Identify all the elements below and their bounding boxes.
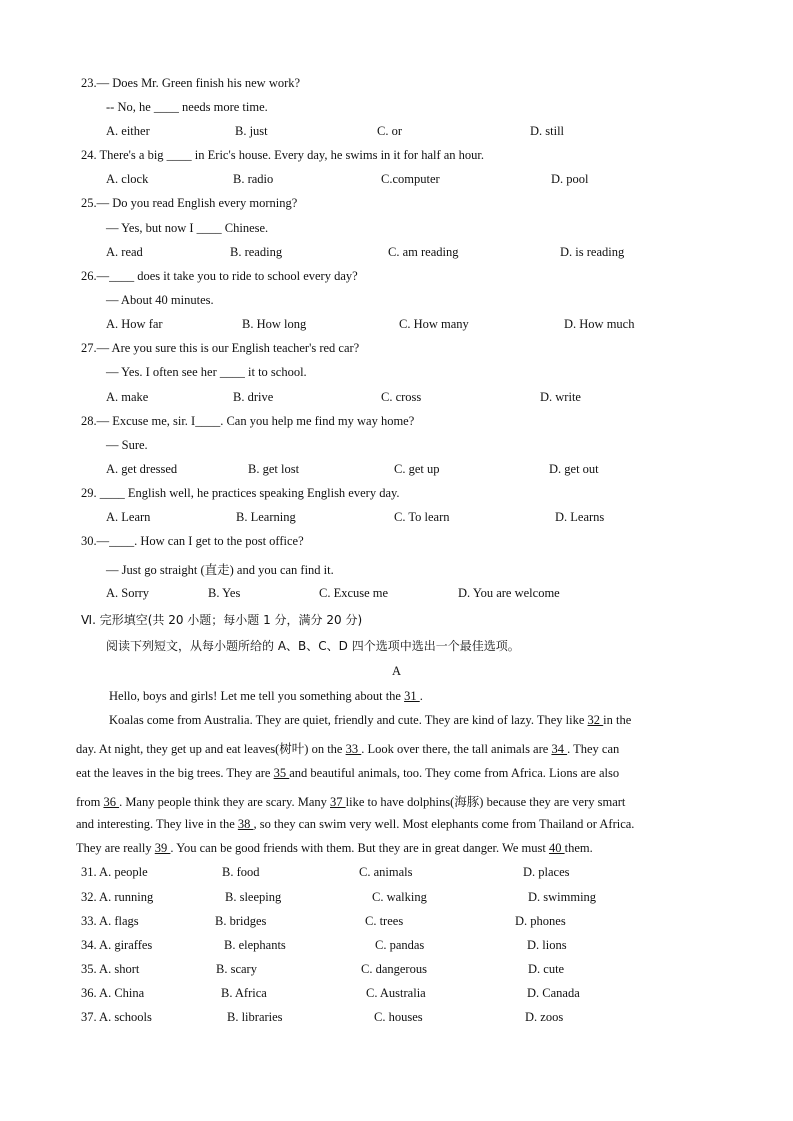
question-24-option-d: D. pool — [551, 172, 589, 186]
question-36-option-c: C. Australia — [366, 986, 426, 1000]
question-25-option-b: B. reading — [230, 245, 283, 259]
question-37-option-d: D. zoos — [525, 1010, 564, 1024]
question-30-option-c: C. Excuse me — [319, 586, 389, 600]
question-30-option-a: A. Sorry — [106, 586, 150, 600]
passage-line-1 — [109, 689, 423, 704]
question-34-option-c: C. pandas — [375, 938, 425, 952]
question-26-option-c: C. How many — [399, 317, 469, 331]
passage-text: . They can — [567, 742, 620, 756]
question-28-stem: 28.— Excuse me, sir. I____. Can you help me find my way home? — [81, 414, 415, 428]
blank-38: 38 — [237, 817, 254, 831]
question-36-option-b: B. Africa — [221, 986, 267, 1000]
question-34-option-d: D. lions — [527, 938, 567, 952]
question-26-option-d: D. How much — [564, 317, 635, 331]
question-28-option-a: A. get dressed — [106, 462, 178, 476]
question-32-option-a: 32. A. running — [81, 890, 154, 904]
passage-line-3 — [76, 739, 619, 757]
question-29-option-b: B. Learning — [236, 510, 296, 524]
passage-line-7 — [76, 841, 593, 856]
question-28-option-c: C. get up — [394, 462, 440, 476]
question-30-option-d: D. You are welcome — [458, 586, 560, 600]
question-27-option-b: B. drive — [233, 390, 274, 404]
question-33-option-b: B. bridges — [215, 914, 267, 928]
question-31-option-c: C. animals — [359, 865, 413, 879]
question-32-option-b: B. sleeping — [225, 890, 282, 904]
question-23-stem: 23.— Does Mr. Green finish his new work? — [81, 76, 301, 90]
question-23-reply: -- No, he ____ needs more time. — [106, 100, 268, 114]
passage-text: , so they can swim very well. Most elephants come from Thailand or Africa. — [253, 817, 635, 831]
passage-text: eat the leaves in the big trees. They are — [76, 766, 271, 780]
question-25-stem: 25.— Do you read English every morning? — [81, 196, 298, 210]
question-29-option-d: D. Learns — [555, 510, 605, 524]
passage-text: them. — [564, 841, 593, 855]
question-24-stem: 24. There's a big ____ in Eric's house. Every day, he swims in it for half an hour. — [81, 148, 485, 162]
question-23-option-c: C. or — [377, 124, 402, 138]
question-33-option-d: D. phones — [515, 914, 566, 928]
question-28-reply: — Sure. — [106, 438, 148, 452]
section-6-heading: Ⅵ. 完形填空(共 20 小题；每小题 1 分，满分 20 分) — [81, 613, 363, 627]
question-32-option-d: D. swimming — [528, 890, 597, 904]
passage-line-4 — [76, 766, 619, 781]
question-34-option-a: 34. A. giraffes — [81, 938, 153, 952]
question-31-option-b: B. food — [222, 865, 260, 879]
question-26-option-a: A. How far — [106, 317, 163, 331]
question-27-option-a: A. make — [106, 390, 149, 404]
question-29-option-c: C. To learn — [394, 510, 450, 524]
question-28-option-b: B. get lost — [248, 462, 300, 476]
blank-40: 40 — [548, 841, 565, 855]
question-23-option-b: B. just — [235, 124, 268, 138]
blank-32: 32 — [587, 713, 604, 727]
question-35-option-b: B. scary — [216, 962, 257, 976]
question-30-stem: 30.—____. How can I get to the post office? — [81, 534, 304, 548]
question-30-reply: — Just go straight (直走) and you can find it. — [106, 563, 334, 577]
question-28-option-d: D. get out — [549, 462, 599, 476]
question-26-stem: 26.—____ does it take you to ride to school every day? — [81, 269, 358, 283]
question-35-option-c: C. dangerous — [361, 962, 427, 976]
question-26-reply: — About 40 minutes. — [106, 293, 214, 307]
question-37-option-a: 37. A. schools — [81, 1010, 152, 1024]
question-35-option-a: 35. A. short — [81, 962, 140, 976]
question-25-option-c: C. am reading — [388, 245, 459, 259]
blank-34: 34 — [551, 742, 568, 756]
question-23-option-a: A. either — [106, 124, 150, 138]
question-27-stem: 27.— Are you sure this is our English teacher's red car? — [81, 341, 360, 355]
passage-text: like to have dolphins(海豚) because they are very smart — [345, 795, 626, 809]
blank-37: 37 — [330, 795, 346, 809]
passage-text: in the — [603, 713, 632, 727]
passage-text: Hello, boys and girls! Let me tell you something about the — [109, 689, 401, 703]
blank-33: 33 — [345, 742, 362, 756]
question-34-option-b: B. elephants — [224, 938, 286, 952]
passage-text: and beautiful animals, too. They come from Africa. Lions are also — [289, 766, 620, 780]
question-31-option-d: D. places — [523, 865, 570, 879]
question-30-option-b: B. Yes — [208, 586, 241, 600]
question-32-option-c: C. walking — [372, 890, 427, 904]
question-24-option-c: C.computer — [381, 172, 440, 186]
question-33-option-a: 33. A. flags — [81, 914, 139, 928]
blank-36: 36 — [103, 795, 120, 809]
question-29-option-a: A. Learn — [106, 510, 151, 524]
question-24-option-b: B. radio — [233, 172, 274, 186]
question-24-option-a: A. clock — [106, 172, 149, 186]
passage-text: . Look over there, the tall animals are — [361, 742, 549, 756]
question-36-option-d: D. Canada — [527, 986, 580, 1000]
passage-line-5 — [76, 792, 625, 810]
question-27-option-c: C. cross — [381, 390, 422, 404]
passage-line-6 — [76, 817, 634, 832]
question-35-option-d: D. cute — [528, 962, 565, 976]
passage-label: A — [391, 664, 402, 678]
passage-text: . You can be good friends with them. But they are in great danger. We must — [170, 841, 546, 855]
question-29-stem: 29. ____ English well, he practices speaking English every day. — [81, 486, 400, 500]
question-27-option-d: D. write — [540, 390, 581, 404]
passage-text: from — [76, 795, 101, 809]
blank-31: 31 — [404, 689, 420, 703]
blank-35: 35 — [273, 766, 290, 780]
question-25-reply: — Yes, but now I ____ Chinese. — [106, 221, 269, 235]
question-31-option-a: 31. A. people — [81, 865, 148, 879]
question-25-option-a: A. read — [106, 245, 143, 259]
passage-text: They are really — [76, 841, 152, 855]
passage-text: . Many people think they are scary. Many — [119, 795, 327, 809]
passage-text: day. At night, they get up and eat leaves(树叶) on the — [76, 742, 343, 756]
question-36-option-a: 36. A. China — [81, 986, 145, 1000]
passage-text: Koalas come from Australia. They are quiet, friendly and cute. They are kind of lazy. They like — [109, 713, 585, 727]
question-25-option-d: D. is reading — [560, 245, 625, 259]
question-23-option-d: D. still — [530, 124, 565, 138]
passage-text: and interesting. They live in the — [76, 817, 235, 831]
question-37-option-b: B. libraries — [227, 1010, 283, 1024]
passage-text: . — [419, 689, 423, 703]
question-27-reply: — Yes. I often see her ____ it to school. — [106, 365, 307, 379]
section-6-instruction: 阅读下列短文，从每小题所给的 A、B、C、D 四个选项中选出一个最佳选项。 — [106, 639, 520, 653]
question-26-option-b: B. How long — [242, 317, 307, 331]
question-37-option-c: C. houses — [374, 1010, 423, 1024]
question-33-option-c: C. trees — [365, 914, 404, 928]
blank-39: 39 — [154, 841, 171, 855]
passage-line-2 — [109, 713, 631, 728]
